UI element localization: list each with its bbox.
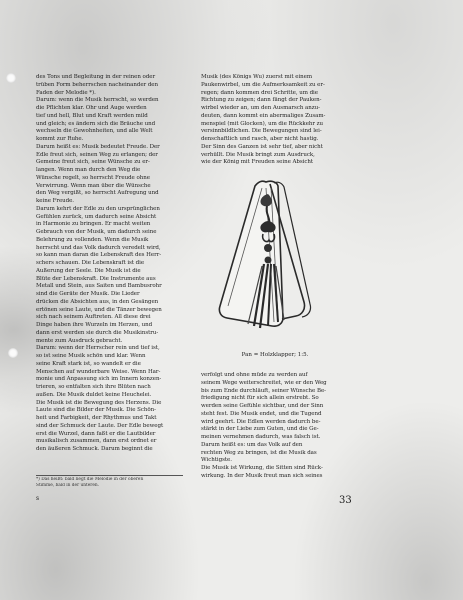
text-line: trieren, so entfalten sich ihre Blüten nach bbox=[36, 384, 151, 390]
text-line: Belehrung zu vollenden. Wenn die Musik bbox=[36, 236, 149, 243]
text-line: erst die Wurzel, dann faßt er die Lautbilder bbox=[36, 430, 156, 437]
footnote bbox=[36, 475, 183, 488]
text-line: sich nach seinem Auftreten. All diese drei bbox=[36, 314, 151, 321]
text-line: des Tons und Begleitung in der reinen oder bbox=[36, 74, 156, 80]
text-line: Paukenwirbel, um die Aufmerksamkeit zu er- bbox=[201, 81, 325, 88]
text-line: verfolgt und ohne müde zu werden auf bbox=[201, 372, 308, 378]
text-line: steht fest. Die Musik endet, und die Tugend bbox=[201, 410, 322, 417]
text-line: Dinge haben ihre Wurzeln im Herzen, und bbox=[36, 322, 153, 328]
text-line: Äußerung der Seele. Die Musik ist die bbox=[36, 267, 141, 274]
text-line: seine Kraft stark ist, so wandelt er die bbox=[36, 360, 141, 367]
text-line: Richtung zu zeigen; dann fängt der Pauken- bbox=[201, 97, 322, 104]
text-line: die Pflichten klar. Ohr und Auge werden bbox=[36, 105, 147, 111]
text-line: regen; dann kommen drei Schritte, um die bbox=[201, 89, 318, 96]
figure-caption: Pan = Holzklapper; 1:5. bbox=[241, 352, 309, 358]
text-line: Verwirrung. Wenn man über die Wünsche bbox=[36, 182, 151, 189]
text-line: bis zum Ende durchläuft, seiner Wünsche Be- bbox=[201, 387, 326, 394]
text-line: Der Sinn des Ganzen ist sehr tief, aber nicht bbox=[201, 143, 323, 150]
text-line: wird geehrt. Die Edlen werden dadurch be- bbox=[201, 418, 321, 425]
text-line: stärkt in der Liebe zum Guten, und die Ge- bbox=[201, 426, 319, 433]
text-line: kommt zur Ruhe. bbox=[36, 136, 84, 142]
text-line: herrscht und das Volk dadurch veredelt wird, bbox=[36, 244, 161, 251]
text-line: Wünsche regelt, so herrscht Freude ohne bbox=[36, 174, 150, 181]
text-line: heit und Farbigkeit, der Rhythmus und Takt bbox=[36, 415, 157, 421]
text-line: keine Freude. bbox=[36, 198, 75, 204]
text-line: Metall und Stein, aus Saiten und Bambusrohr bbox=[36, 283, 162, 290]
text-line: Darum kehrt der Edle zu den ursprünglichen bbox=[36, 205, 160, 212]
text-line: Stimme, bald in der unteren. bbox=[36, 482, 100, 488]
text-line: Gemeine freut sich, seine Wünsche zu er- bbox=[36, 159, 150, 166]
text-line: denschaftlich und rasch, aber nicht hastig. bbox=[201, 136, 319, 142]
page-number: 33 bbox=[339, 495, 352, 506]
text-line: verhüllt. Die Musik bringt zum Ausdruck, bbox=[201, 151, 315, 158]
text-line: seinem Wege weiterschreitet, wie er den Weg bbox=[201, 379, 327, 386]
text-line: Die Musik ist Wirkung, die Sitten sind Rück- bbox=[201, 465, 323, 471]
text-line: Die Musik ist die Bewegung des Herzens. Die bbox=[36, 399, 162, 406]
text-line: Menschen auf wunderbare Weise. Wenn Har- bbox=[36, 368, 161, 375]
text-line: Faden der Melodie *). bbox=[36, 89, 96, 96]
punch-hole-bottom bbox=[8, 348, 18, 358]
text-line: *) Das heißt: bald liegt die Melodie in der oberen bbox=[36, 477, 144, 482]
text-line: Wichtigste. bbox=[201, 457, 232, 464]
text-line: Musik (des Königs Wu) zuerst mit einem bbox=[201, 74, 313, 80]
text-line: so kann man daran die Lebenskraft des Herr- bbox=[36, 252, 162, 259]
text-line: mente zum Ausdruck gebracht. bbox=[36, 337, 123, 344]
text-line: und gleich; es ändern sich die Bräuche und bbox=[36, 120, 156, 127]
text-line: Darum: wenn der Herrscher rein und tief ist, bbox=[36, 345, 160, 352]
text-line: so ist seine Musik schön und klar. Wenn bbox=[36, 353, 146, 359]
text-line: werden seine Gefühle sichtbar, und der Sinn bbox=[201, 403, 324, 409]
text-line: Darum: wenn die Musik herrscht, so werden bbox=[36, 97, 159, 104]
text-line: monie und Anpassung sich im Innern konzen- bbox=[36, 376, 162, 383]
text-line: schers schauen. Die Lebenskraft ist die bbox=[36, 260, 145, 266]
text-line: langen. Wenn man durch den Weg die bbox=[36, 167, 141, 173]
left-text-column bbox=[36, 74, 183, 454]
text-line: den Weg vergißt, so herrscht Aufregung und bbox=[36, 190, 159, 197]
text-line: wirbel wieder an, um den Ausmarsch anzu- bbox=[201, 105, 320, 111]
text-line: Edle freut sich, seinen Weg zu erlangen; der bbox=[36, 151, 158, 158]
text-line: trüben Form beherrschen nacheinander den bbox=[36, 81, 158, 88]
text-line: wie der König mit Freuden seine Absicht bbox=[201, 159, 314, 166]
text-line: Darum heißt es: Musik bedeutet Freude. Der bbox=[36, 143, 160, 150]
text-line: drücken die Absichten aus, in den Gesängen bbox=[36, 298, 159, 305]
pan-clapper-figure bbox=[218, 176, 328, 350]
text-line: meinen vernehmen dadurch, was falsch ist. bbox=[201, 434, 321, 440]
right-text-column-bottom bbox=[201, 372, 349, 481]
text-line: Darum heißt es: um das Volk auf den bbox=[201, 441, 303, 448]
text-line: rechten Weg zu bringen, ist die Musik das bbox=[201, 449, 317, 456]
wooden-clapper-pan-illustration bbox=[218, 176, 328, 350]
text-line: versinnbildlichen. Die Bewegungen sind lei- bbox=[201, 128, 322, 135]
text-line: dann erst werden sie durch die Musikinstru- bbox=[36, 329, 159, 336]
text-line: friedigung nicht für sich allein erstrebt. So bbox=[201, 395, 319, 402]
text-line: tief und hell, Blut und Kraft werden mild bbox=[36, 112, 148, 119]
text-line: Laute sind die Bilder der Musik. Die Schön- bbox=[36, 407, 156, 414]
text-line: außen. Die Musik duldet keine Heuchelei. bbox=[36, 391, 152, 398]
right-text-column-top bbox=[201, 74, 349, 167]
punch-hole-top bbox=[6, 73, 16, 83]
folio-mark: s bbox=[36, 495, 40, 502]
text-line: musikalisch zusammen, dann erst ordnet er bbox=[36, 438, 157, 445]
text-line: sind die Geräte der Musik. Die Lieder bbox=[36, 291, 140, 297]
text-line: deuten, dann kommt ein abermaliges Zusam- bbox=[201, 112, 326, 119]
text-line: Blüte der Lebenskraft. Die Instrumente aus bbox=[36, 275, 156, 282]
text-line: den äußeren Schmuck. Darum beginnt die bbox=[36, 446, 153, 452]
text-line: wechseln die Gewohnheiten, und alle Welt bbox=[36, 128, 153, 135]
text-line: ertönen seine Laute, und die Tänzer bewegen bbox=[36, 306, 162, 313]
text-line: sind der Schmuck der Laute. Der Edle bewegt bbox=[36, 422, 164, 429]
text-line: Gebrauch von der Musik, um dadurch seine bbox=[36, 229, 157, 235]
text-line: in Harmonie zu bringen. Er macht weiten bbox=[36, 221, 151, 228]
text-line: wirkung. In der Musik freut man sich seines bbox=[201, 472, 323, 479]
text-line: menspiel (mit Glocken), um die Rückkehr zu bbox=[201, 120, 324, 127]
text-line: Gefühlen zurück, um dadurch seine Absicht bbox=[36, 213, 157, 220]
